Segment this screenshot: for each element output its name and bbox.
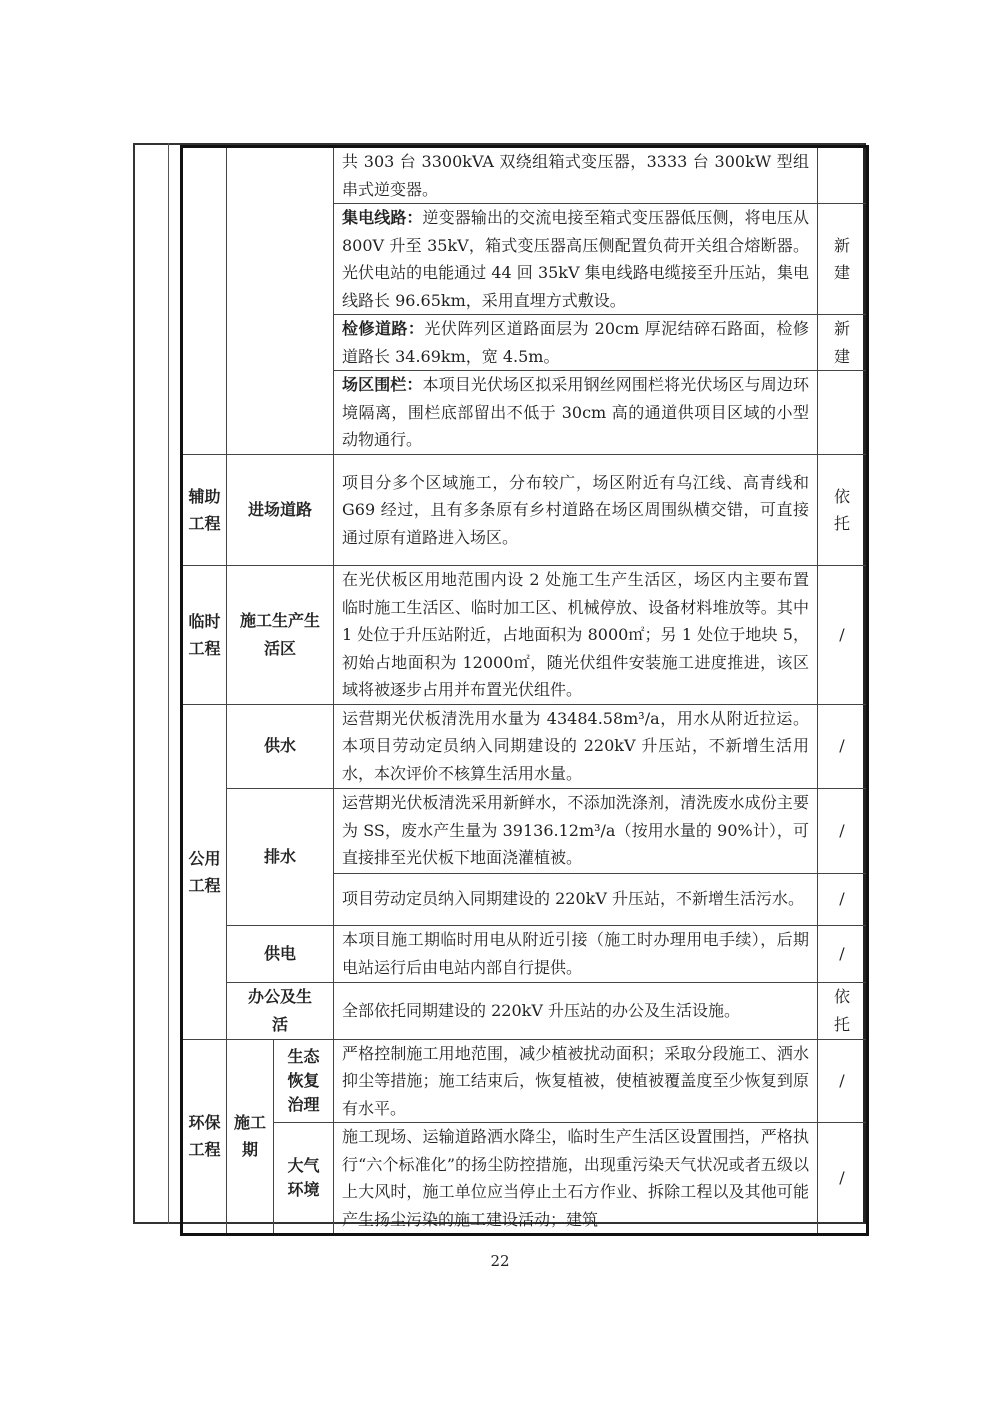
item-cell: 排水 [227, 788, 334, 925]
item-cell: 大气环境 [274, 1123, 334, 1235]
item-cell [227, 147, 334, 455]
lead-label: 场区围栏： [342, 375, 423, 395]
description-cell: 集电线路：逆变器输出的交流电接至箱式变压器低压侧，将电压从 800V 升至 35kV，箱式变压器高压侧配置负荷开关组合熔断器。光伏电站的电能通过 44 回 35kV 集电线路电缆接至升压站，集电线路长 96.65km，采用直埋方式敷设。 [334, 204, 818, 315]
description-cell: 运营期光伏板清洗采用新鲜水，不添加洗涤剂，清洗废水成份主要为 SS，废水产生量为 39136.12m³/a（按用水量的 90%计），可直接排至光伏板下地面浇灌植被。 [334, 788, 818, 873]
description-cell: 项目劳动定员纳入同期建设的 220kV 升压站，不新增生活污水。 [334, 873, 818, 925]
table-row [182, 925, 868, 982]
description-cell: 运营期光伏板清洗用水量为 43484.58m³/a，用水从附近拉运。本项目劳动定员纳入同期建设的 220kV 升压站，不新增生活用水，本次评价不核算生活用水量。 [334, 704, 818, 788]
note-cell: 新建 [818, 315, 868, 371]
item-cell: 供电 [227, 925, 334, 982]
description-cell: 在光伏板区用地范围内设 2 处施工生产生活区，场区内主要布置临时施工生活区、临时加工区、机械停放、设备材料堆放等。其中 1 处位于升压站附近，占地面积为 8000㎡；另 1 处位于地块 5，初始占地面积为 12000㎡，随光伏组件安装施工进度推进，该区域将被逐步占用并布置光伏组件。 [334, 566, 818, 705]
note-cell: / [818, 925, 868, 982]
item-cell: 供水 [227, 704, 334, 788]
page-number: 22 [490, 1252, 510, 1270]
note-cell: / [818, 704, 868, 788]
note-cell: 依托 [818, 455, 868, 566]
lead-label: 检修道路： [342, 319, 425, 338]
phase-cell: 施工期 [227, 1039, 274, 1235]
note-cell: 新建 [818, 204, 868, 315]
table-row [182, 455, 868, 566]
description-cell: 施工现场、运输道路洒水降尘，临时生产生活区设置围挡，严格执行“六个标准化”的扬尘防控措施，出现重污染天气状况或者五级以上大风时，施工单位应当停止土石方作业、拆除工程以及其他可能产生扬尘污染的施工建设活动；建筑 [334, 1123, 818, 1235]
note-cell: 依托 [818, 982, 868, 1039]
table-row [182, 982, 868, 1039]
note-cell: / [818, 873, 868, 925]
item-cell: 生态恢复治理 [274, 1039, 334, 1123]
category-cell: 公用工程 [182, 704, 227, 1039]
category-cell: 辅助工程 [182, 455, 227, 566]
category-cell: 临时工程 [182, 566, 227, 705]
note-cell: / [818, 566, 868, 705]
description-cell: 全部依托同期建设的 220kV 升压站的办公及生活设施。 [334, 982, 818, 1039]
table-row [182, 1123, 868, 1235]
project-composition-table [180, 145, 869, 1236]
table-row [182, 704, 868, 788]
note-cell: / [818, 788, 868, 873]
table-row [182, 566, 868, 705]
note-cell [818, 371, 868, 455]
description-cell: 项目分多个区域施工，分布较广，场区附近有乌江线、高青线和 G69 经过，且有多条原有乡村道路在场区周围纵横交错，可直接通过原有道路进入场区。 [334, 455, 818, 566]
note-cell: / [818, 1039, 868, 1123]
description-cell: 共 303 台 3300kVA 双绕组箱式变压器，3333 台 300kW 型组串式逆变器。 [334, 147, 818, 204]
category-cell: 环保工程 [182, 1039, 227, 1235]
note-cell: / [818, 1123, 868, 1235]
item-cell: 施工生产生活区 [227, 566, 334, 705]
category-cell [182, 147, 227, 455]
description-cell: 严格控制施工用地范围，减少植被扰动面积；采取分段施工、洒水抑尘等措施；施工结束后，恢复植被，使植被覆盖度至少恢复到原有水平。 [334, 1039, 818, 1123]
description-cell: 本项目施工期临时用电从附近引接（施工时办理用电手续），后期电站运行后由电站内部自行提供。 [334, 925, 818, 982]
table-row [182, 788, 868, 873]
frame-divider [168, 143, 169, 1224]
table-row [182, 1039, 868, 1123]
description-cell: 检修道路：光伏阵列区道路面层为 20cm 厚泥结碎石路面，检修道路长 34.69km，宽 4.5m。 [334, 315, 818, 371]
item-cell: 进场道路 [227, 455, 334, 566]
lead-label: 集电线路： [342, 208, 423, 227]
description-cell: 场区围栏：本项目光伏场区拟采用钢丝网围栏将光伏场区与周边环境隔离，围栏底部留出不低于 30cm 高的通道供项目区域的小型动物通行。 [334, 371, 818, 455]
note-cell [818, 147, 868, 204]
item-cell: 办公及生活 [227, 982, 334, 1039]
table-row [182, 147, 868, 204]
